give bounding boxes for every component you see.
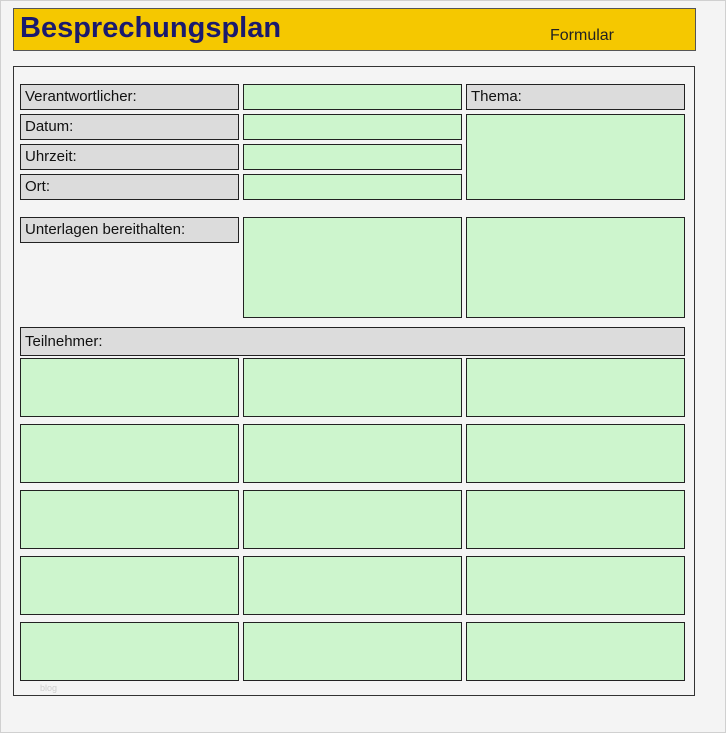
label-ort: Ort: (20, 174, 239, 200)
teilnehmer-field[interactable] (466, 358, 685, 417)
field-ort[interactable] (243, 174, 462, 200)
teilnehmer-field[interactable] (20, 424, 239, 483)
label-datum: Datum: (20, 114, 239, 140)
field-thema[interactable] (466, 114, 685, 200)
label-unterlagen: Unterlagen bereithalten: (20, 217, 239, 243)
teilnehmer-field[interactable] (20, 622, 239, 681)
field-unterlagen-1[interactable] (243, 217, 462, 318)
field-datum[interactable] (243, 114, 462, 140)
teilnehmer-field[interactable] (243, 490, 462, 549)
teilnehmer-field[interactable] (466, 622, 685, 681)
label-uhrzeit: Uhrzeit: (20, 144, 239, 170)
teilnehmer-field[interactable] (466, 556, 685, 615)
teilnehmer-field[interactable] (243, 622, 462, 681)
field-unterlagen-2[interactable] (466, 217, 685, 318)
field-uhrzeit[interactable] (243, 144, 462, 170)
page-title: Besprechungsplan (20, 12, 282, 44)
teilnehmer-field[interactable] (243, 358, 462, 417)
watermark: blog (40, 683, 58, 693)
label-verantwortlicher: Verantwortlicher: (20, 84, 239, 110)
field-verantwortlicher[interactable] (243, 84, 462, 110)
teilnehmer-field[interactable] (243, 556, 462, 615)
label-thema: Thema: (466, 84, 685, 110)
teilnehmer-field[interactable] (20, 490, 239, 549)
teilnehmer-field[interactable] (20, 358, 239, 417)
teilnehmer-field[interactable] (466, 424, 685, 483)
teilnehmer-field[interactable] (20, 556, 239, 615)
label-teilnehmer: Teilnehmer: (20, 327, 685, 356)
header-bar (13, 8, 696, 51)
page-subtitle: Formular (550, 27, 615, 44)
teilnehmer-field[interactable] (466, 490, 685, 549)
teilnehmer-field[interactable] (243, 424, 462, 483)
meeting-form (13, 66, 695, 696)
